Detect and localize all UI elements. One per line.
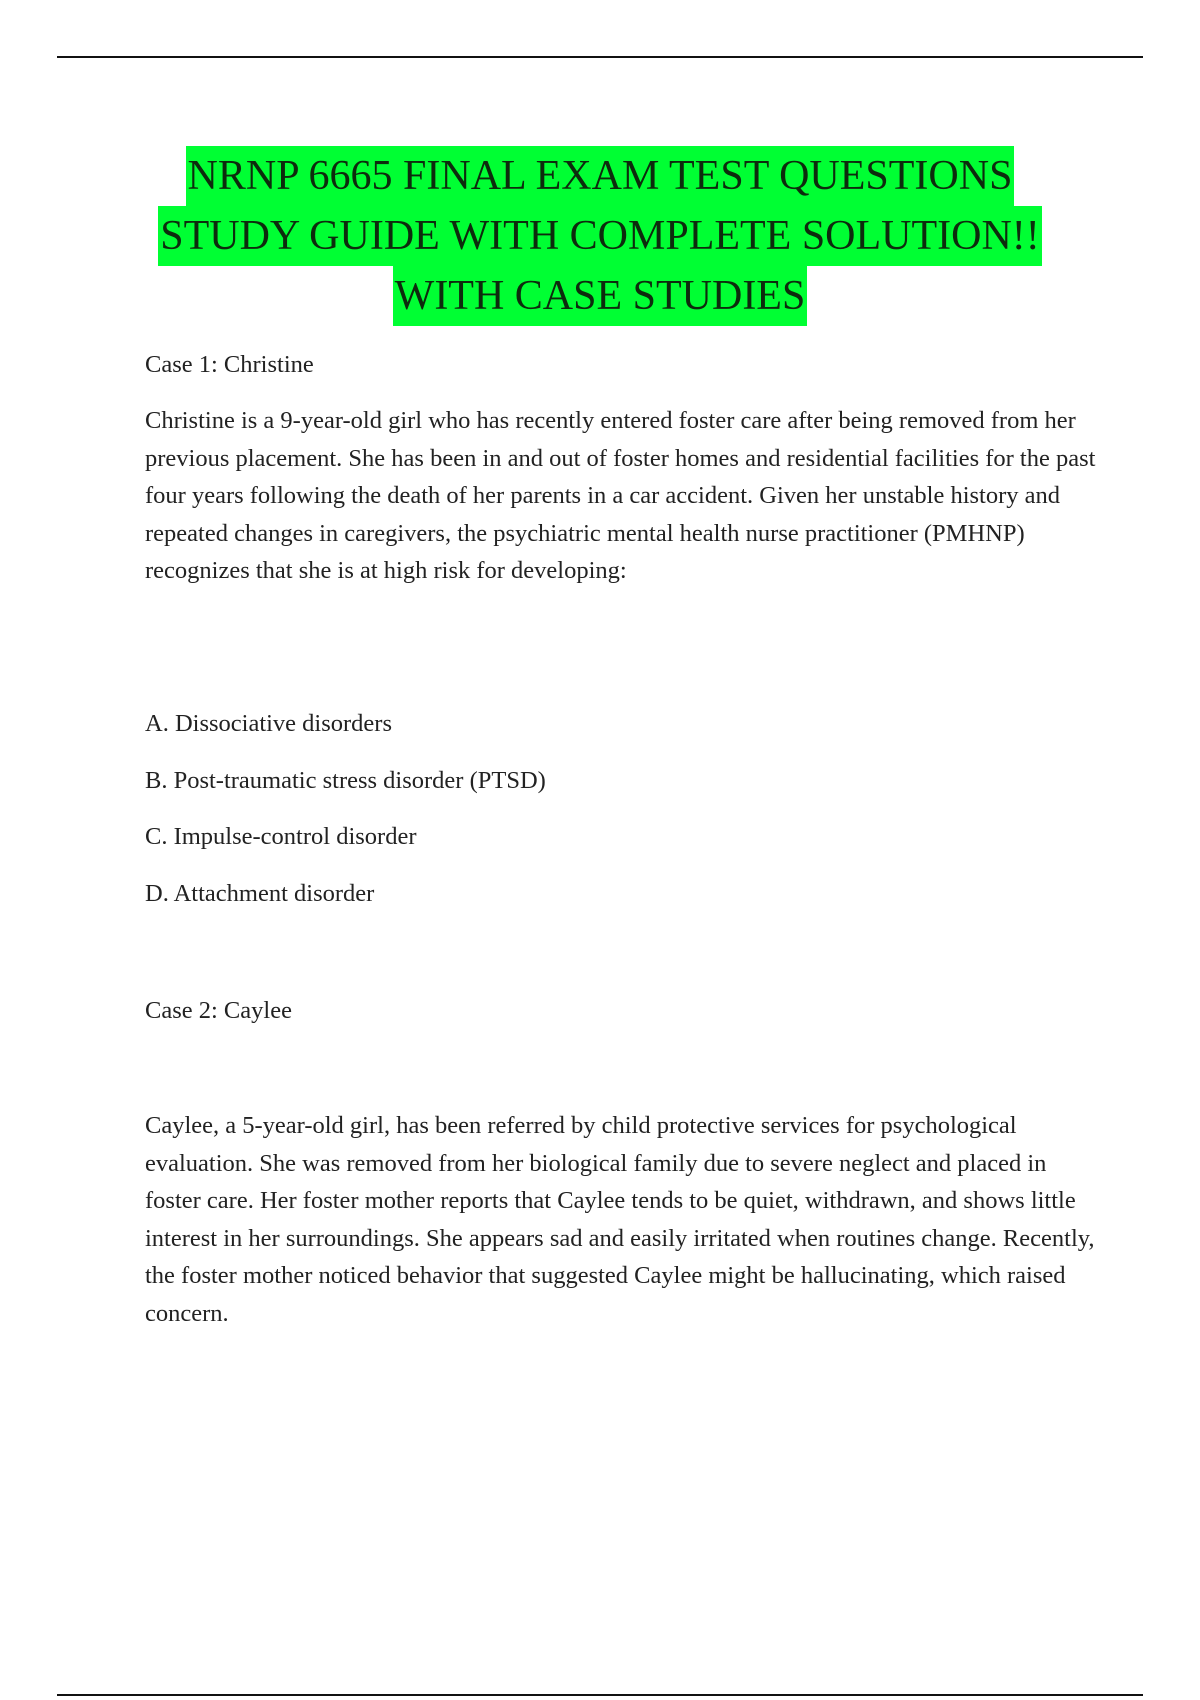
case2-heading: Case 2: Caylee <box>145 997 292 1024</box>
option-a: A. Dissociative disorders <box>145 710 392 737</box>
option-b: B. Post-traumatic stress disorder (PTSD) <box>145 766 546 794</box>
title-line-2: STUDY GUIDE WITH COMPLETE SOLUTION!! <box>158 206 1042 266</box>
bottom-divider <box>57 1694 1143 1696</box>
case1-paragraph: Christine is a 9-year-old girl who has recently entered foster care after being removed from her previous placement. She has been in and out of foster homes and residential facilities for the past four years following the death of her parents in a car accident. Given her unstable history and repeated changes in caregivers, the psychiatric mental health nurse practitioner (PMHNP) recognizes that she is at high risk for developing: <box>145 407 1096 584</box>
title-line-1: NRNP 6665 FINAL EXAM TEST QUESTIONS <box>186 146 1015 206</box>
option-c: C. Impulse-control disorder <box>145 823 417 850</box>
title-line-3: WITH CASE STUDIES <box>393 266 808 326</box>
case2-paragraph: Caylee, a 5-year-old girl, has been referred by child protective services for psychological evaluation. She was removed from her biological family due to severe neglect and placed in foster care. Her foster mother reports that Caylee tends to be quiet, withdrawn, and shows little interest in her surroundings. She appears sad and easily irritated when routines change. Recently, the foster mother noticed behavior that suggested Caylee might be hallucinating, which raised concern. <box>145 1112 1095 1327</box>
document-title <box>57 146 1143 326</box>
case1-heading: Case 1: Christine <box>145 351 314 378</box>
top-divider <box>57 56 1143 58</box>
case1-options-list <box>145 705 1105 931</box>
option-d: D. Attachment disorder <box>145 879 375 907</box>
